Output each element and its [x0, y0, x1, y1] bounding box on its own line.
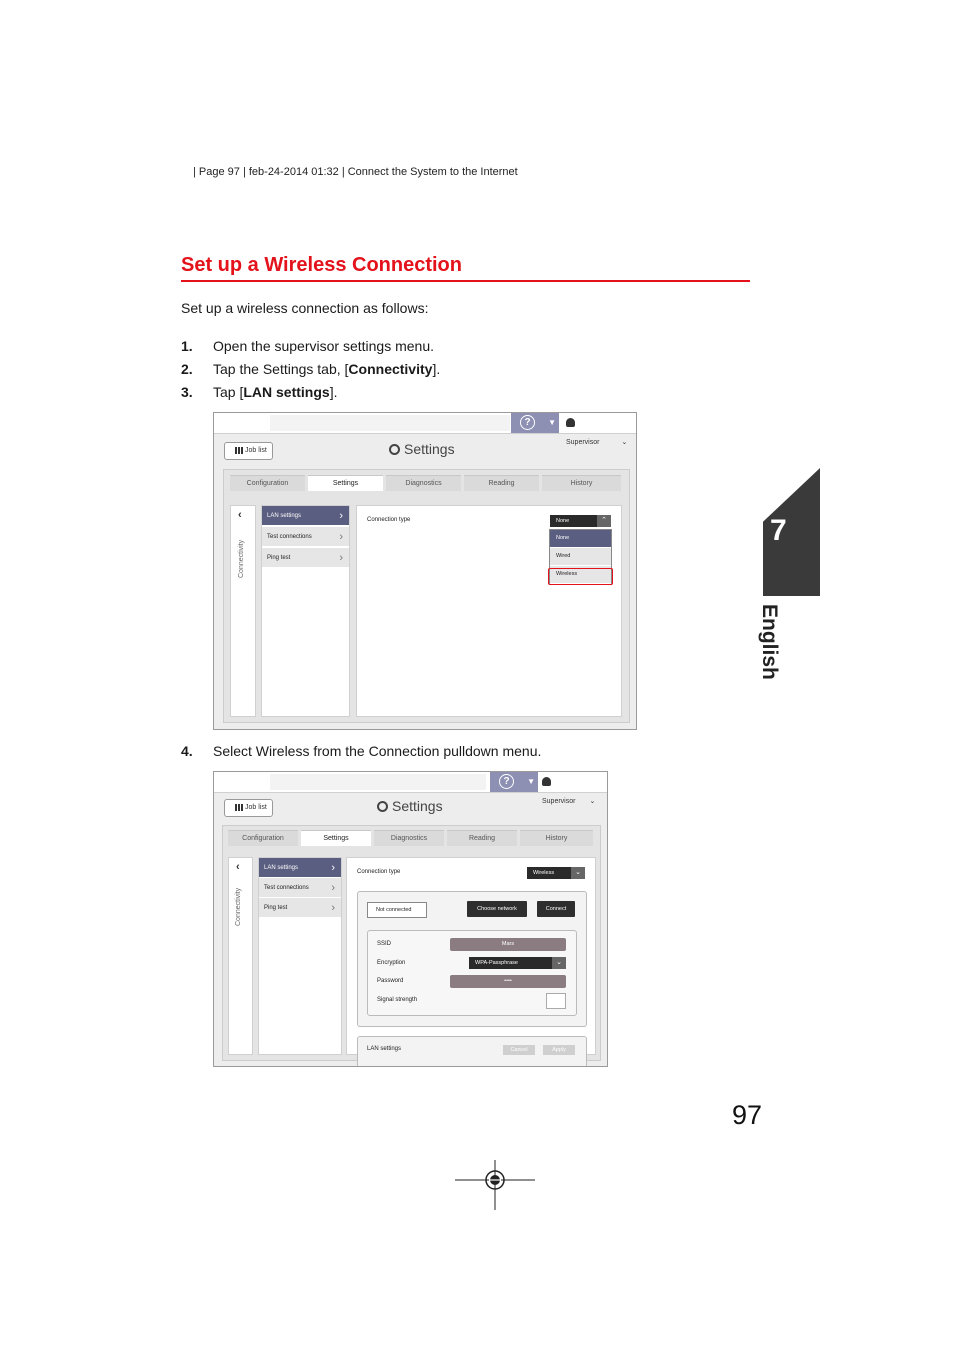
step-text: Tap [: [213, 384, 244, 400]
choose-network-button[interactable]: Choose network: [467, 901, 527, 917]
tab-reading[interactable]: Reading: [464, 475, 539, 491]
signal-strength-label: Signal strength: [377, 997, 418, 1003]
menu-label: Test connections: [267, 534, 312, 540]
step-text-end: ].: [432, 361, 441, 377]
page-number: 97: [732, 1100, 763, 1130]
option-wireless[interactable]: Wireless: [550, 566, 611, 584]
step-bold: LAN settings: [243, 384, 330, 400]
grid-icon: [235, 804, 243, 811]
password-field[interactable]: ••••: [450, 975, 566, 988]
connection-status: Not connected: [367, 902, 427, 918]
title-rule: [181, 280, 750, 282]
sidebar-label: Connectivity: [235, 887, 242, 926]
dropdown-value: WPA-Passphrase: [475, 960, 518, 966]
job-list-label: Job list: [245, 804, 267, 811]
back-chevron-icon[interactable]: ‹: [236, 861, 240, 873]
content-column: [356, 505, 622, 717]
status-field: [270, 774, 486, 790]
password-label: Password: [377, 978, 404, 984]
sidebar-column: [230, 505, 256, 717]
step-4: [181, 743, 541, 759]
menu-label: Ping test: [264, 905, 288, 911]
connect-button[interactable]: Connect: [537, 901, 575, 917]
tab-history[interactable]: History: [542, 475, 621, 491]
tab-configuration[interactable]: Configuration: [230, 475, 305, 491]
lan-settings-label: LAN settings: [367, 1046, 402, 1052]
step-number: 2.: [181, 361, 193, 377]
menu-column: [258, 857, 342, 1055]
step-2: [181, 361, 440, 377]
menu-item-lan-settings[interactable]: [259, 858, 341, 878]
encryption-dropdown[interactable]: [469, 957, 566, 969]
caret-down-icon: ▼: [548, 418, 556, 427]
signal-strength-indicator: [546, 993, 566, 1009]
help-icon: ?: [520, 415, 535, 430]
title-bar: [214, 793, 607, 823]
menu-label: LAN settings: [264, 865, 299, 871]
option-none[interactable]: None: [550, 530, 611, 548]
status-field: [270, 415, 510, 431]
section-title: Set up a Wireless Connection: [181, 254, 462, 276]
step-text-end: ].: [329, 384, 338, 400]
chevron-down-icon: ⌄: [571, 867, 585, 879]
user-name: Supervisor: [566, 439, 600, 446]
screenshot-wireless: [213, 771, 608, 1067]
menu-item-test-connections[interactable]: [259, 878, 341, 898]
settings-title: [389, 441, 455, 457]
step-text: Tap the Settings tab, [: [213, 361, 349, 377]
registration-mark-icon: [455, 1160, 535, 1210]
tab-bar: [228, 830, 593, 846]
tab-diagnostics[interactable]: Diagnostics: [386, 475, 461, 491]
chevron-right-icon: ›: [339, 552, 343, 564]
back-chevron-icon[interactable]: ‹: [238, 509, 242, 521]
tab-reading[interactable]: Reading: [447, 830, 517, 846]
sidebar-column: [228, 857, 253, 1055]
menu-item-ping-test[interactable]: [262, 548, 349, 568]
chevron-right-icon: ›: [331, 902, 335, 914]
connection-type-label: Connection type: [357, 869, 401, 875]
top-bar: [214, 772, 607, 805]
tab-bar: [230, 475, 621, 491]
job-list-button[interactable]: [224, 442, 273, 460]
step-number: 4.: [181, 743, 193, 759]
top-bar: [214, 413, 636, 446]
menu-label: LAN settings: [267, 513, 302, 519]
step-text: Open the supervisor settings menu.: [213, 338, 435, 354]
step-1: [181, 338, 434, 354]
menu-item-ping-test[interactable]: [259, 898, 341, 918]
connection-type-dropdown[interactable]: [550, 515, 611, 527]
menu-item-test-connections[interactable]: [262, 527, 349, 547]
ssid-label: SSID: [377, 941, 392, 947]
chevron-right-icon: ›: [339, 510, 343, 522]
cancel-button[interactable]: Cancel: [503, 1045, 535, 1055]
chevron-down-icon: ⌄: [552, 957, 566, 969]
language-label: English: [758, 604, 781, 680]
step-text: Select Wireless from the Connection pulldown menu.: [213, 743, 542, 759]
intro-text: Set up a wireless connection as follows:: [181, 300, 429, 316]
dropdown-value: None: [556, 518, 570, 524]
ssid-field[interactable]: Mars: [450, 938, 566, 951]
screenshot-lan-settings: [213, 412, 637, 730]
chevron-down-icon: ⌄: [621, 439, 628, 446]
help-icon: ?: [499, 774, 514, 789]
chevron-right-icon: ›: [331, 862, 335, 874]
chevron-right-icon: ›: [339, 531, 343, 543]
running-header: | Page 97 | feb-24-2014 01:32 | Connect the System to the Internet: [193, 166, 518, 178]
dropdown-value: Wireless: [533, 870, 555, 876]
chevron-right-icon: ›: [331, 882, 335, 894]
sidebar-label: Connectivity: [238, 539, 245, 578]
settings-title: [377, 798, 443, 814]
gear-icon: [389, 444, 400, 455]
user-icon: [566, 418, 575, 427]
menu-column: [261, 505, 350, 717]
help-button[interactable]: [490, 772, 538, 792]
highlight-box: [548, 568, 613, 585]
settings-title-text: Settings: [392, 798, 443, 814]
connection-type-label: Connection type: [367, 517, 411, 523]
tab-history[interactable]: History: [520, 830, 593, 846]
chapter-number: 7: [770, 514, 787, 547]
settings-title-text: Settings: [404, 441, 455, 457]
chevron-up-icon: ⌃: [597, 515, 611, 527]
user-menu[interactable]: [542, 772, 607, 805]
menu-item-lan-settings[interactable]: [262, 506, 349, 526]
tab-settings[interactable]: Settings: [308, 475, 383, 491]
option-wired[interactable]: Wired: [550, 548, 611, 566]
title-bar: [214, 435, 636, 465]
user-name: Supervisor: [542, 798, 576, 805]
job-list-label: Job list: [245, 447, 267, 454]
caret-down-icon: ▼: [527, 777, 535, 786]
user-icon: [542, 777, 551, 786]
help-button[interactable]: [511, 413, 559, 433]
job-list-button[interactable]: [224, 799, 273, 817]
step-number: 1.: [181, 338, 193, 354]
menu-label: Test connections: [264, 885, 309, 891]
gear-icon: [377, 801, 388, 812]
menu-label: Ping test: [267, 555, 291, 561]
tab-diagnostics[interactable]: Diagnostics: [374, 830, 444, 846]
step-number: 3.: [181, 384, 193, 400]
tab-configuration[interactable]: Configuration: [228, 830, 298, 846]
encryption-label: Encryption: [377, 960, 406, 966]
apply-button[interactable]: Apply: [543, 1045, 575, 1055]
user-menu[interactable]: [566, 413, 636, 446]
content-column: [346, 857, 596, 1055]
chevron-down-icon: ⌄: [589, 798, 596, 805]
connection-type-dropdown[interactable]: [527, 867, 585, 879]
tab-settings[interactable]: Settings: [301, 830, 371, 846]
grid-icon: [235, 447, 243, 454]
step-bold: Connectivity: [348, 361, 433, 377]
step-3: [181, 384, 337, 400]
